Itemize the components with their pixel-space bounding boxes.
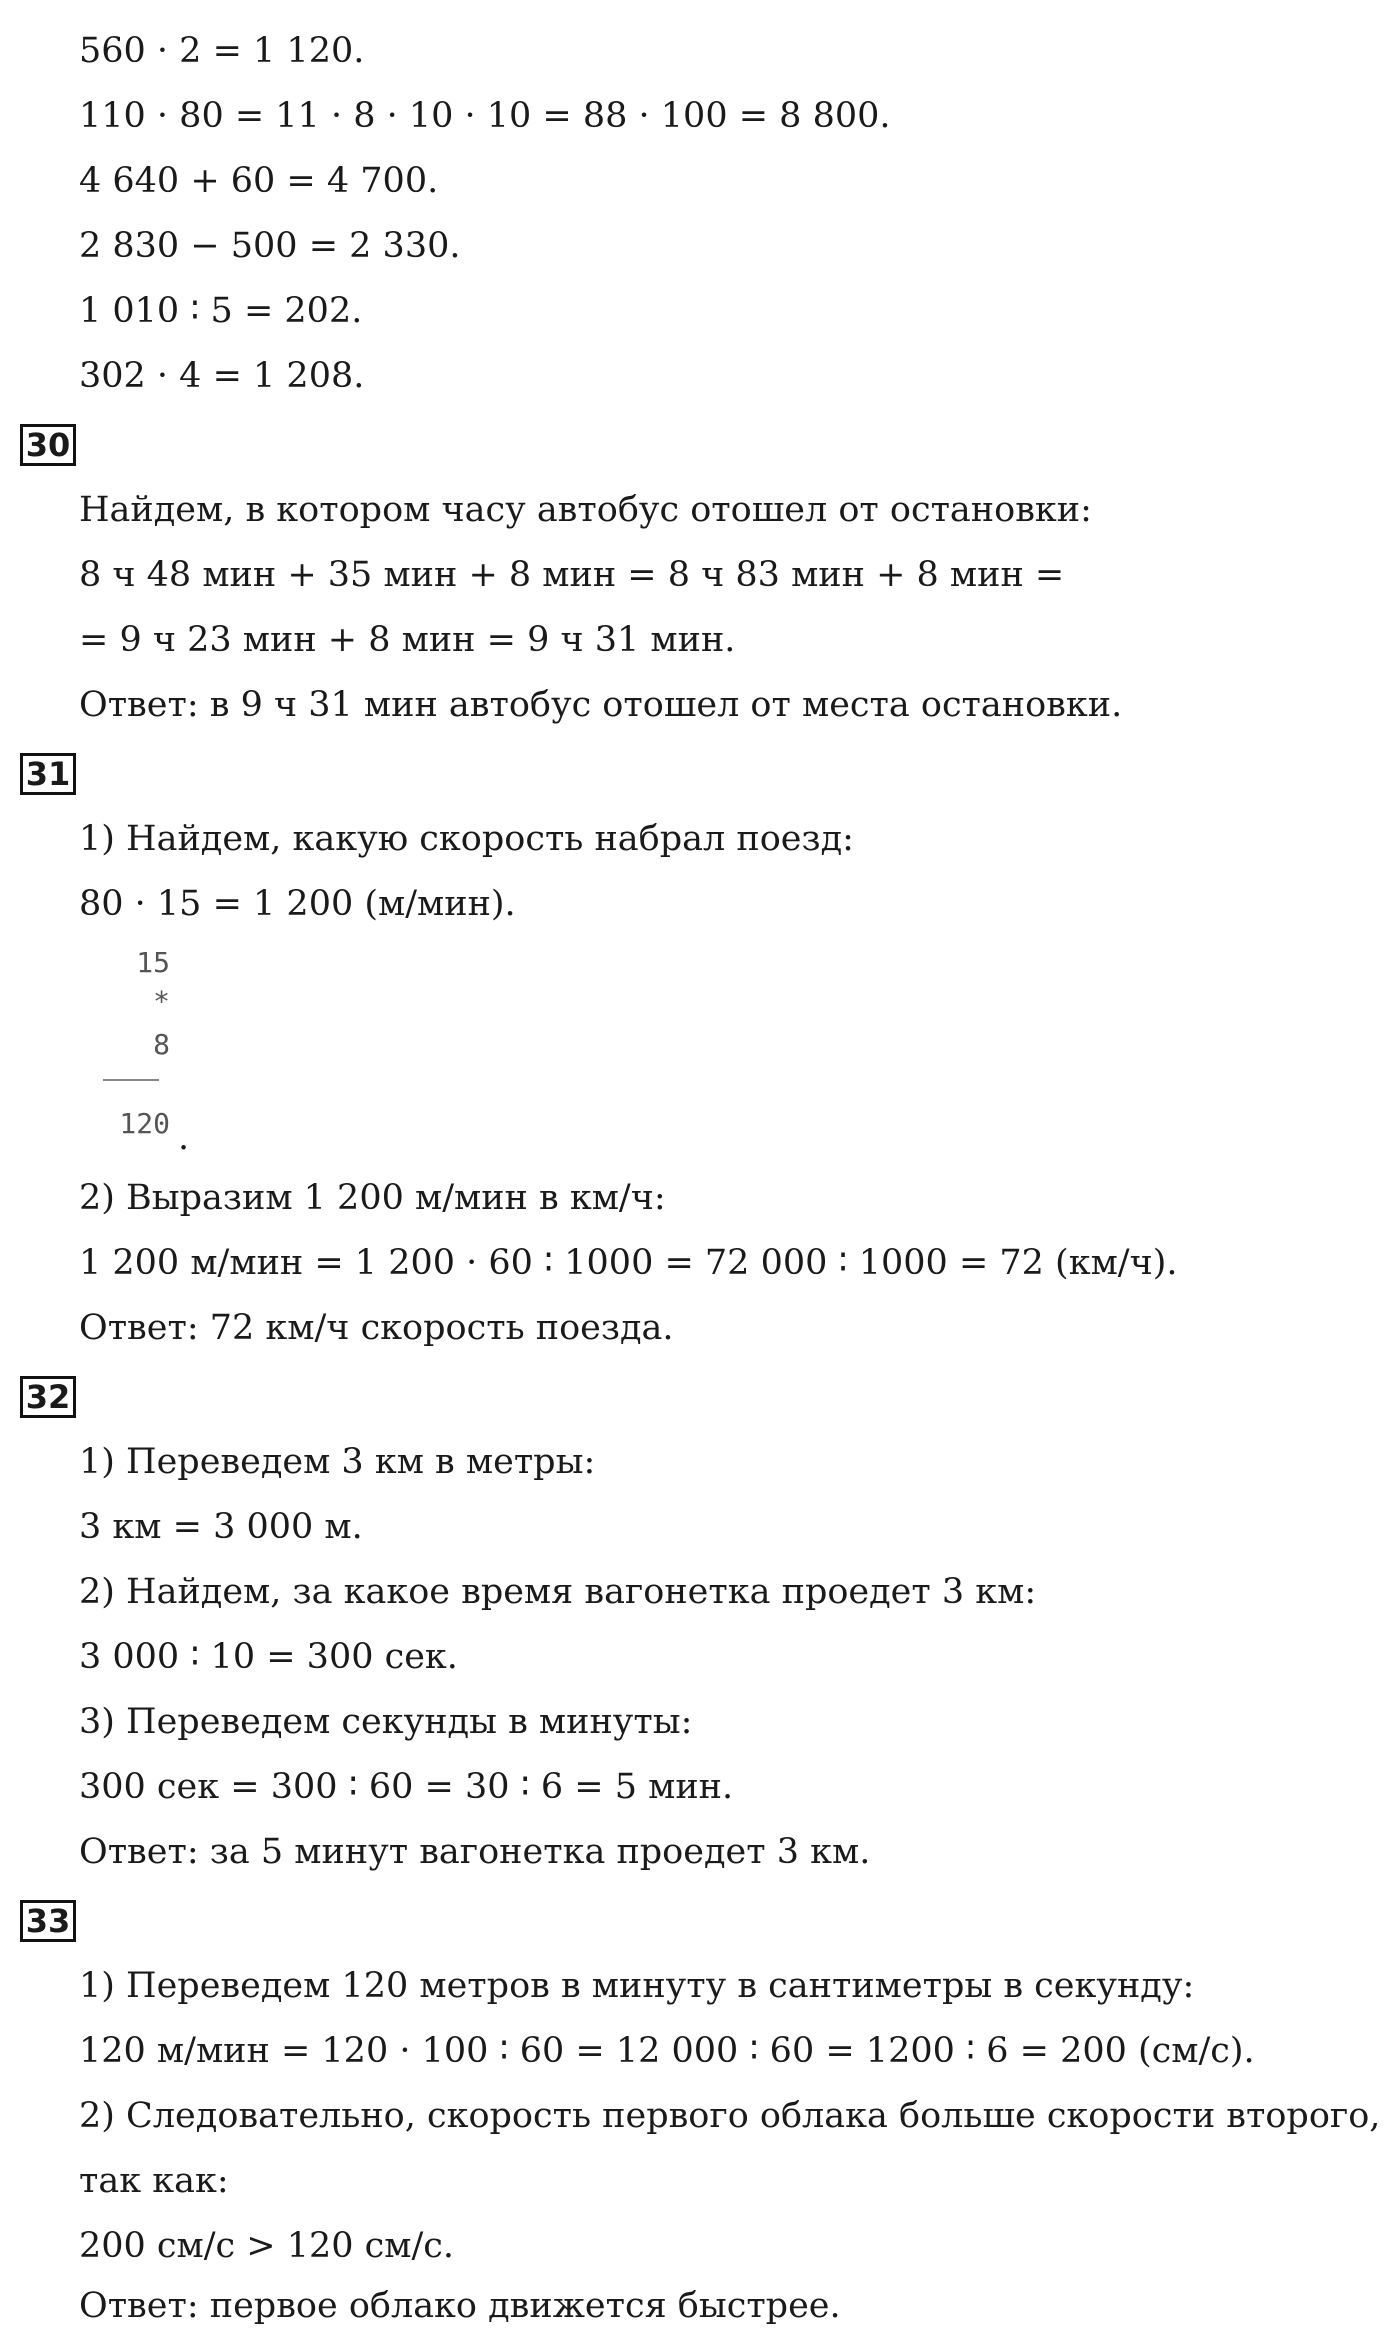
text-line: 1) Переведем 3 км в метры: (79, 1442, 596, 1482)
task-number-30: 30 (20, 424, 76, 466)
calc-operator: * (153, 985, 170, 1018)
text-line: 200 см/с > 120 см/с. (79, 2226, 455, 2266)
text-line: 300 сек = 300 ∶ 60 = 30 ∶ 6 = 5 мин. (79, 1767, 734, 1807)
answer-line: Ответ: за 5 минут вагонетка проедет 3 км. (79, 1832, 871, 1872)
task-number-31: 31 (20, 753, 76, 795)
text-line: 8 ч 48 мин + 35 мин + 8 мин = 8 ч 83 мин + 8 мин = (79, 555, 1065, 595)
task-number-33: 33 (20, 1900, 76, 1942)
calc-result: 120 (119, 1107, 170, 1140)
answer-line: Ответ: 72 км/ч скорость поезда. (79, 1308, 674, 1348)
text-line: = 9 ч 23 мин + 8 мин = 9 ч 31 мин. (79, 620, 736, 660)
text-line: 2) Следовательно, скорость первого облака больше скорости второго, (79, 2096, 1381, 2136)
text-line: 2) Найдем, за какое время вагонетка проедет 3 км: (79, 1572, 1037, 1612)
text-line: 1) Переведем 120 метров в минуту в сантиметры в секунду: (79, 1966, 1195, 2006)
calc-top: 15 (136, 946, 170, 979)
calc-multiplier: 8 (153, 1028, 170, 1061)
answer-line: Ответ: первое облако движется быстрее. (79, 2286, 841, 2326)
text-line: 1 010 ∶ 5 = 202. (79, 291, 363, 331)
text-line: 4 640 + 60 = 4 700. (79, 161, 439, 201)
text-line: 302 · 4 = 1 208. (79, 356, 365, 396)
task-number-32: 32 (20, 1376, 76, 1418)
text-line: 3 000 ∶ 10 = 300 сек. (79, 1637, 458, 1677)
text-line: 3 км = 3 000 м. (79, 1507, 363, 1547)
calc-rule (103, 1079, 159, 1081)
text-line: 560 · 2 = 1 120. (79, 31, 365, 71)
text-line: 120 м/мин = 120 · 100 ∶ 60 = 12 000 ∶ 60 = 1200 ∶ 6 = 200 (см/с). (79, 2031, 1255, 2071)
text-line: 2 830 − 500 = 2 330. (79, 226, 461, 266)
calc-dot: . (178, 1118, 190, 1158)
text-line: 110 · 80 = 11 · 8 · 10 · 10 = 88 · 100 = 8 800. (79, 96, 891, 136)
text-line: 1 200 м/мин = 1 200 · 60 ∶ 1000 = 72 000 ∶ 1000 = 72 (км/ч). (79, 1243, 1178, 1283)
text-line: 2) Выразим 1 200 м/мин в км/ч: (79, 1178, 666, 1218)
text-line: 1) Найдем, какую скорость набрал поезд: (79, 819, 854, 859)
text-line: 3) Переведем секунды в минуты: (79, 1702, 693, 1742)
text-line: 80 · 15 = 1 200 (м/мин). (79, 884, 516, 924)
answer-line: Ответ: в 9 ч 31 мин автобус отошел от места остановки. (79, 685, 1123, 725)
text-line: так как: (79, 2161, 229, 2201)
text-line: Найдем, в котором часу автобус отошел от остановки: (79, 490, 1092, 530)
